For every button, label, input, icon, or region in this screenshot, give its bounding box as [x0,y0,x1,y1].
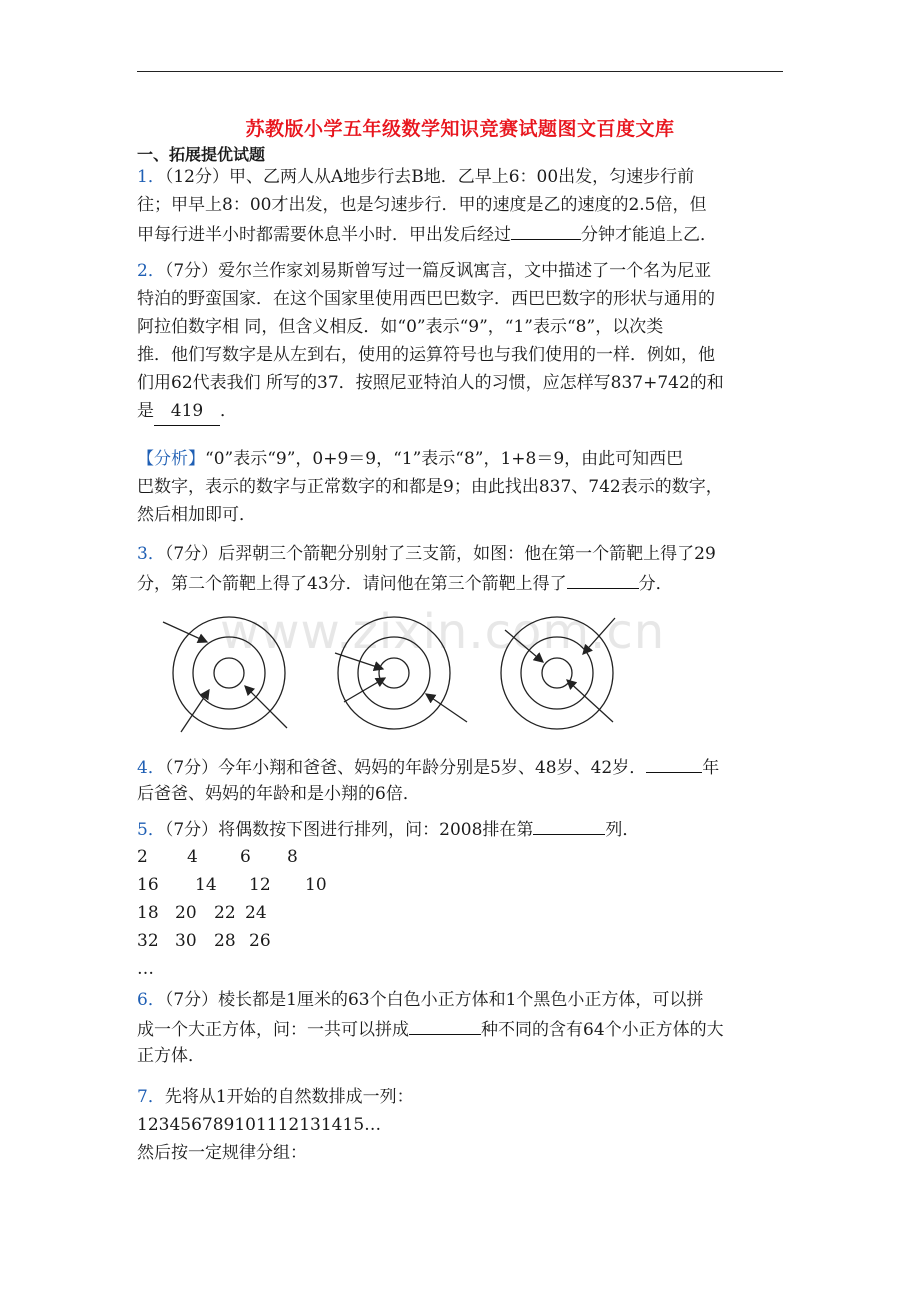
sequence-cell: 6 [240,847,251,867]
arrow [426,694,467,722]
question-text: ． [220,401,237,421]
question-text: 阿拉伯数字相 同，但含义相反．如“0”表示“9”，“1”表示“8”，以次类 [137,317,664,337]
question-text: （7分）后羿朝三个箭靶分别射了三支箭，如图：他在第一个箭靶上得了29 [164,544,716,564]
arrow [245,686,287,728]
sequence-cell: 24 [245,903,267,923]
question-text: 分． [638,574,673,594]
question-text: 分，第二个箭靶上得了43分．请问他在第三个箭靶上得了 [137,574,567,594]
question-text: 年 [702,758,720,778]
question-text: 先将从1开始的自然数排成一列： [164,1087,414,1107]
question-7 [137,1083,787,1167]
question-number: 5． [137,820,165,840]
question-text: 123456789101112131415… [137,1115,382,1135]
arrow [344,678,385,702]
question-text: 是 [137,401,154,421]
answer-blank [409,1014,481,1035]
page-title: 苏教版小学五年级数学知识竞赛试题图文百度文库 [245,118,675,140]
question-4 [137,752,787,808]
question-5 [137,814,787,842]
question-text: 后爸爸、妈妈的年龄和是小翔的6倍． [137,784,420,804]
sequence-cell: 8 [287,847,298,867]
answer-blank [567,568,639,589]
question-number: 2． [137,261,165,281]
question-number: 1． [137,167,165,187]
question-2 [137,257,787,425]
question-text: 特泊的野蛮国家．在这个国家里使用西巴巴数字．西巴巴数字的形状与通用的 [137,289,715,309]
sequence-cell: 2 [137,847,148,867]
question-text: （7分）棱长都是1厘米的63个白色小正方体和1个黑色小正方体，可以拼 [164,990,704,1010]
arrow [181,690,209,732]
sequence-cell: 18 [137,903,159,923]
analysis-text: 然后相加即可． [137,505,256,525]
sequence-cell: 20 [175,903,197,923]
question-text: 正方体． [137,1046,205,1066]
question-text: 往；甲早上8：00才出发，也是匀速步行．甲的速度是乙的速度的2.5倍，但 [137,195,707,215]
ellipsis: … [137,959,154,979]
analysis-tag: 【分析】 [137,449,205,469]
watermark: www.zixin.com.cn [220,604,666,660]
question-6 [137,986,787,1070]
sequence-cell: 30 [175,931,197,951]
answer-blank [511,219,581,240]
question-number: 3． [137,544,165,564]
sequence-cell: 28 [214,931,236,951]
answer-blank [646,752,702,773]
filled-answer: 419 [154,397,220,426]
question-text: 列． [605,820,640,840]
sequence-cell: 32 [137,931,159,951]
target-3 [501,617,615,729]
question-text: 然后按一定规律分组： [137,1143,307,1163]
sequence-cell: 26 [249,931,271,951]
analysis-block [137,445,787,529]
answer-blank [533,814,605,835]
question-text: 推．他们写数字是从左到右，使用的运算符号也与我们使用的一样．例如，他 [137,345,715,365]
question-3 [137,540,787,596]
header-rule [137,71,783,72]
target-2 [335,617,467,729]
question-1 [137,163,787,247]
sequence-cell: 14 [195,875,217,895]
analysis-text: 巴数字，表示的数字与正常数字的和都是9；由此找出837、742表示的数字， [137,477,723,497]
sequence-cell: 10 [305,875,327,895]
section-heading: 一、拓展提优试题 [137,145,266,164]
question-text: 分钟才能追上乙． [581,225,717,245]
question-text: 成一个大正方体，问：一共可以拼成 [137,1020,409,1040]
sequence-cell: 16 [137,875,159,895]
question-number: 6． [137,990,165,1010]
question-text: 甲每行进半小时都需要休息半小时．甲出发后经过 [137,225,511,245]
question-text: （12分）甲、乙两人从A地步行去B地．乙早上6：00出发，匀速步行前 [164,167,695,187]
arrow [583,618,615,654]
question-text: （7分）爱尔兰作家刘易斯曾写过一篇反讽寓言，文中描述了一个名为尼亚 [164,261,712,281]
sequence-cell: 22 [214,903,236,923]
archery-targets-figure [137,610,627,738]
sequence-cell: 4 [187,847,198,867]
analysis-text: “0”表示“9”，0+9＝9，“1”表示“8”，1+8＝9，由此可知西巴 [205,449,684,469]
question-text: （7分）今年小翔和爸爸、妈妈的年龄分别是5岁、48岁、42岁． [164,758,647,778]
question-number: 7． [137,1087,165,1107]
question-number: 4． [137,758,165,778]
question-text: （7分）将偶数按下图进行排列，问：2008排在第 [164,820,534,840]
target-1 [163,617,287,732]
question-text: 们用62代表我们 所写的37．按照尼亚特泊人的习惯，应怎样写837+742的和 [137,373,724,393]
question-text: 种不同的含有64个小正方体的大 [481,1020,724,1040]
sequence-cell: 12 [249,875,271,895]
